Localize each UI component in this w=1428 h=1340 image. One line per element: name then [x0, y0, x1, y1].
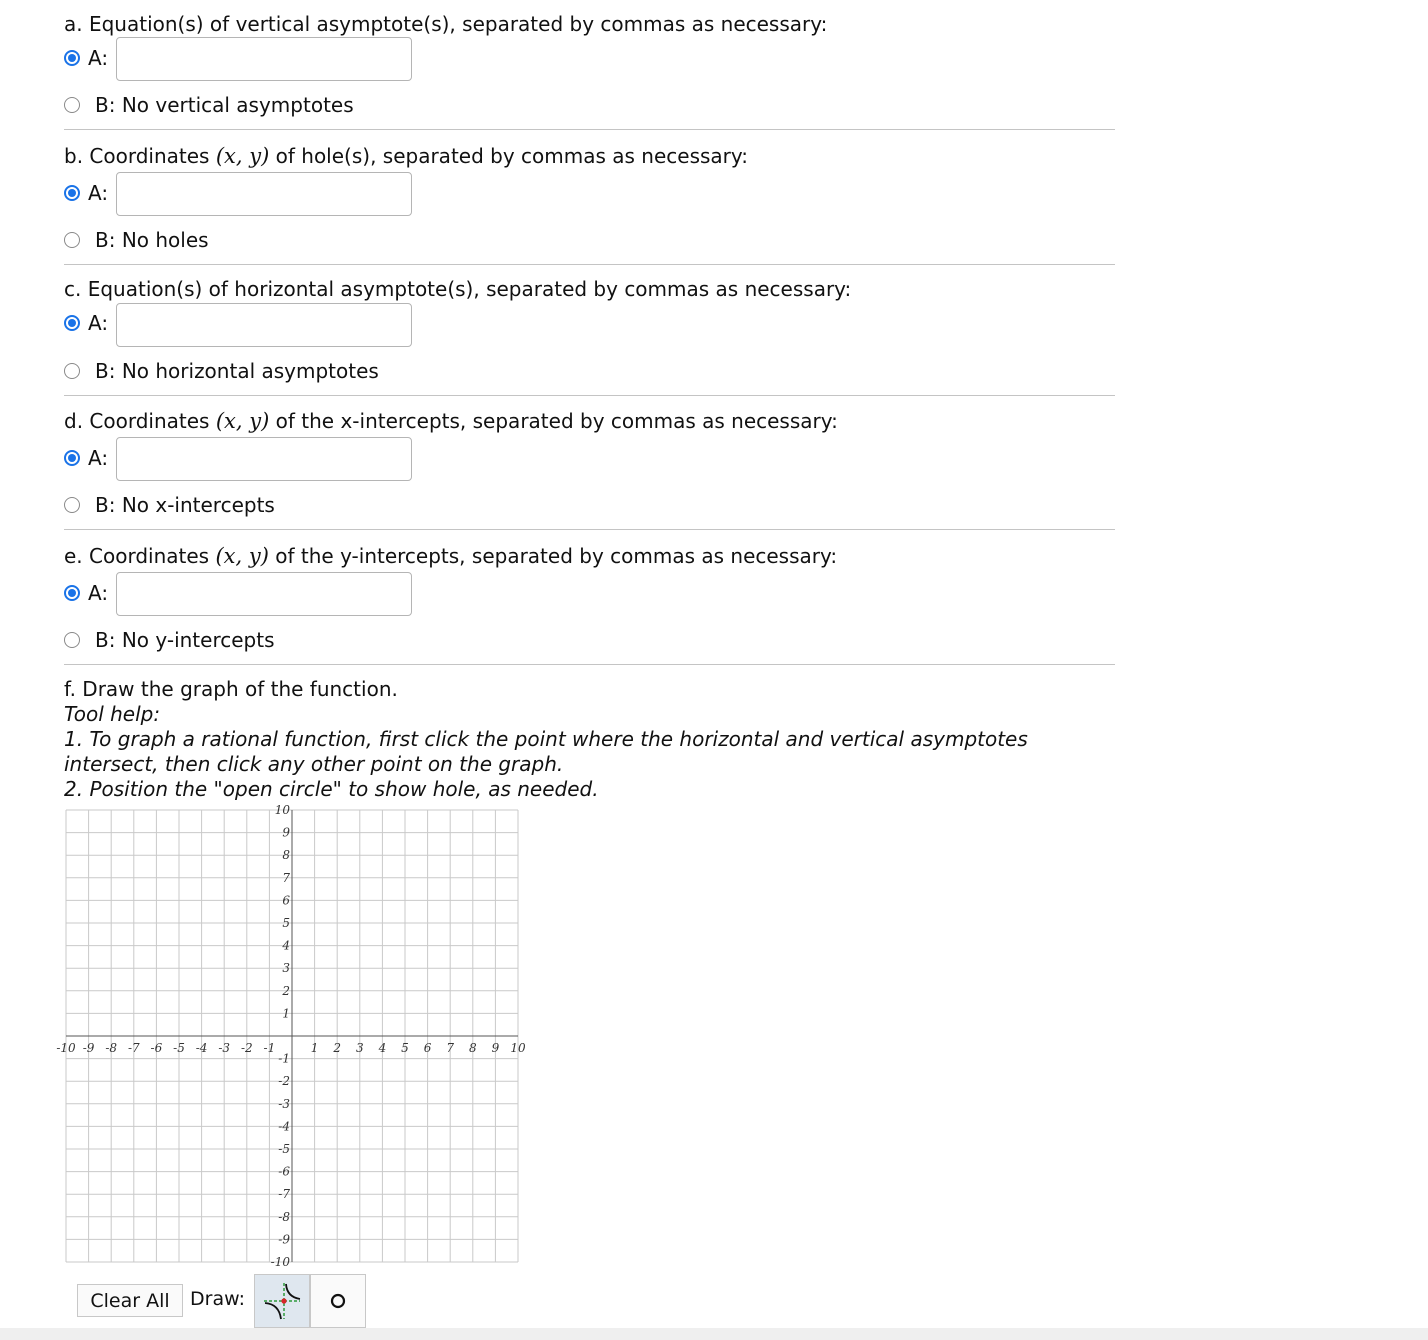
question-d-option-b[interactable]: [64, 493, 275, 517]
question-a-answer-input[interactable]: [116, 37, 412, 81]
question-d-option-a[interactable]: [64, 446, 108, 470]
question-b-option-b[interactable]: [64, 228, 209, 252]
rational-function-tool-button[interactable]: [254, 1274, 310, 1328]
rational-function-icon: [260, 1279, 304, 1323]
y-tick-label: -7: [278, 1187, 290, 1202]
y-tick-label: -2: [278, 1074, 290, 1089]
divider: [64, 529, 1115, 530]
tool-help-line-2: intersect, then click any other point on the graph.: [64, 752, 564, 776]
question-b-answer-input[interactable]: [116, 172, 412, 216]
y-tick-label: 4: [282, 938, 290, 953]
divider: [64, 129, 1115, 130]
divider: [64, 264, 1115, 265]
option-a-label: A:: [88, 311, 109, 335]
open-circle-tool-button[interactable]: [310, 1274, 366, 1328]
question-d-radio-a[interactable]: [64, 450, 80, 466]
y-tick-label: 7: [282, 870, 290, 885]
x-tick-label: 4: [378, 1041, 387, 1055]
x-tick-label: -8: [105, 1041, 118, 1055]
x-tick-label: 3: [355, 1041, 364, 1055]
y-tick-label: 5: [282, 916, 290, 930]
option-a-label: A:: [88, 446, 109, 470]
clear-all-button[interactable]: Clear All: [77, 1284, 183, 1317]
x-tick-label: 2: [333, 1041, 342, 1055]
y-tick-label: -8: [278, 1209, 290, 1224]
question-c-radio-b[interactable]: [64, 363, 80, 379]
x-tick-label: 1: [310, 1041, 319, 1055]
question-b-option-a[interactable]: [64, 181, 108, 205]
option-b-label: B: No vertical asymptotes: [95, 93, 354, 117]
question-c-radio-a[interactable]: [64, 315, 80, 331]
option-a-label: A:: [88, 181, 109, 205]
y-tick-label: -6: [278, 1164, 290, 1179]
y-tick-label: -3: [278, 1096, 290, 1111]
question-a-prompt: a. Equation(s) of vertical asymptote(s), separated by commas as necessary:: [64, 12, 828, 36]
x-tick-label: -10: [56, 1041, 76, 1055]
question-a-radio-a[interactable]: [64, 50, 80, 66]
y-tick-label: 3: [282, 961, 290, 976]
y-tick-label: 10: [274, 803, 290, 817]
y-tick-label: 8: [282, 848, 290, 863]
y-tick-label: -9: [278, 1232, 290, 1247]
x-tick-label: 8: [468, 1041, 477, 1055]
question-c-option-a[interactable]: [64, 311, 108, 335]
y-tick-label: -4: [278, 1119, 290, 1134]
question-b-radio-b[interactable]: [64, 232, 80, 248]
question-c-option-b[interactable]: [64, 359, 379, 383]
tool-help-line-3: 2. Position the "open circle" to show hole, as needed.: [64, 777, 599, 801]
tool-help-heading: Tool help:: [64, 702, 161, 726]
x-tick-label: -4: [195, 1041, 208, 1055]
question-b-radio-a[interactable]: [64, 185, 80, 201]
question-b-prompt: b. Coordinates (x, y) of hole(s), separated by commas as necessary:: [64, 144, 749, 168]
x-tick-label: 10: [510, 1041, 526, 1055]
option-b-label: B: No x-intercepts: [95, 493, 275, 517]
x-tick-label: 6: [423, 1041, 432, 1055]
question-d-answer-input[interactable]: [116, 437, 412, 481]
y-tick-label: 2: [282, 983, 290, 998]
question-c-answer-input[interactable]: [116, 303, 412, 347]
question-e-answer-input[interactable]: [116, 572, 412, 616]
x-tick-label: -1: [263, 1041, 276, 1055]
x-tick-label: -2: [240, 1041, 253, 1055]
question-c-prompt: c. Equation(s) of horizontal asymptote(s), separated by commas as necessary:: [64, 277, 852, 301]
question-e-radio-a[interactable]: [64, 585, 80, 601]
option-b-label: B: No holes: [95, 228, 209, 252]
x-tick-label: -5: [173, 1041, 185, 1055]
option-b-label: B: No horizontal asymptotes: [95, 359, 379, 383]
question-d-prompt: d. Coordinates (x, y) of the x-intercepts, separated by commas as necessary:: [64, 409, 838, 433]
question-a-option-a[interactable]: [64, 46, 108, 70]
x-tick-label: -9: [82, 1041, 95, 1055]
y-tick-label: 9: [282, 825, 290, 840]
graph-section-title: f. Draw the graph of the function.: [64, 677, 398, 701]
x-tick-label: 5: [401, 1041, 409, 1055]
y-tick-label: -10: [270, 1255, 290, 1269]
x-tick-label: 9: [491, 1041, 500, 1055]
question-a-radio-b[interactable]: [64, 97, 80, 113]
x-tick-label: -6: [150, 1041, 163, 1055]
x-tick-label: 7: [446, 1041, 455, 1055]
tool-help-line-1: 1. To graph a rational function, first click the point where the horizontal and vertical asymptotes: [64, 727, 1028, 751]
question-e-option-a[interactable]: [64, 581, 108, 605]
option-b-label: B: No y-intercepts: [95, 628, 275, 652]
question-d-radio-b[interactable]: [64, 497, 80, 513]
question-e-radio-b[interactable]: [64, 632, 80, 648]
question-a-option-b[interactable]: [64, 93, 354, 117]
divider: [64, 395, 1115, 396]
graph-canvas[interactable]: [56, 800, 536, 1270]
y-tick-label: 6: [282, 893, 290, 908]
open-circle-icon: [326, 1289, 350, 1313]
x-tick-label: -3: [218, 1041, 231, 1055]
x-tick-label: -7: [127, 1041, 140, 1055]
divider: [64, 664, 1115, 665]
option-a-label: A:: [88, 581, 109, 605]
draw-label: Draw:: [190, 1288, 245, 1310]
question-e-option-b[interactable]: [64, 628, 275, 652]
y-tick-label: -5: [278, 1142, 290, 1156]
bottom-bar: [0, 1328, 1428, 1340]
y-tick-label: -1: [278, 1051, 290, 1066]
question-e-prompt: e. Coordinates (x, y) of the y-intercepts, separated by commas as necessary:: [64, 544, 838, 568]
y-tick-label: 1: [282, 1006, 290, 1021]
option-a-label: A:: [88, 46, 109, 70]
